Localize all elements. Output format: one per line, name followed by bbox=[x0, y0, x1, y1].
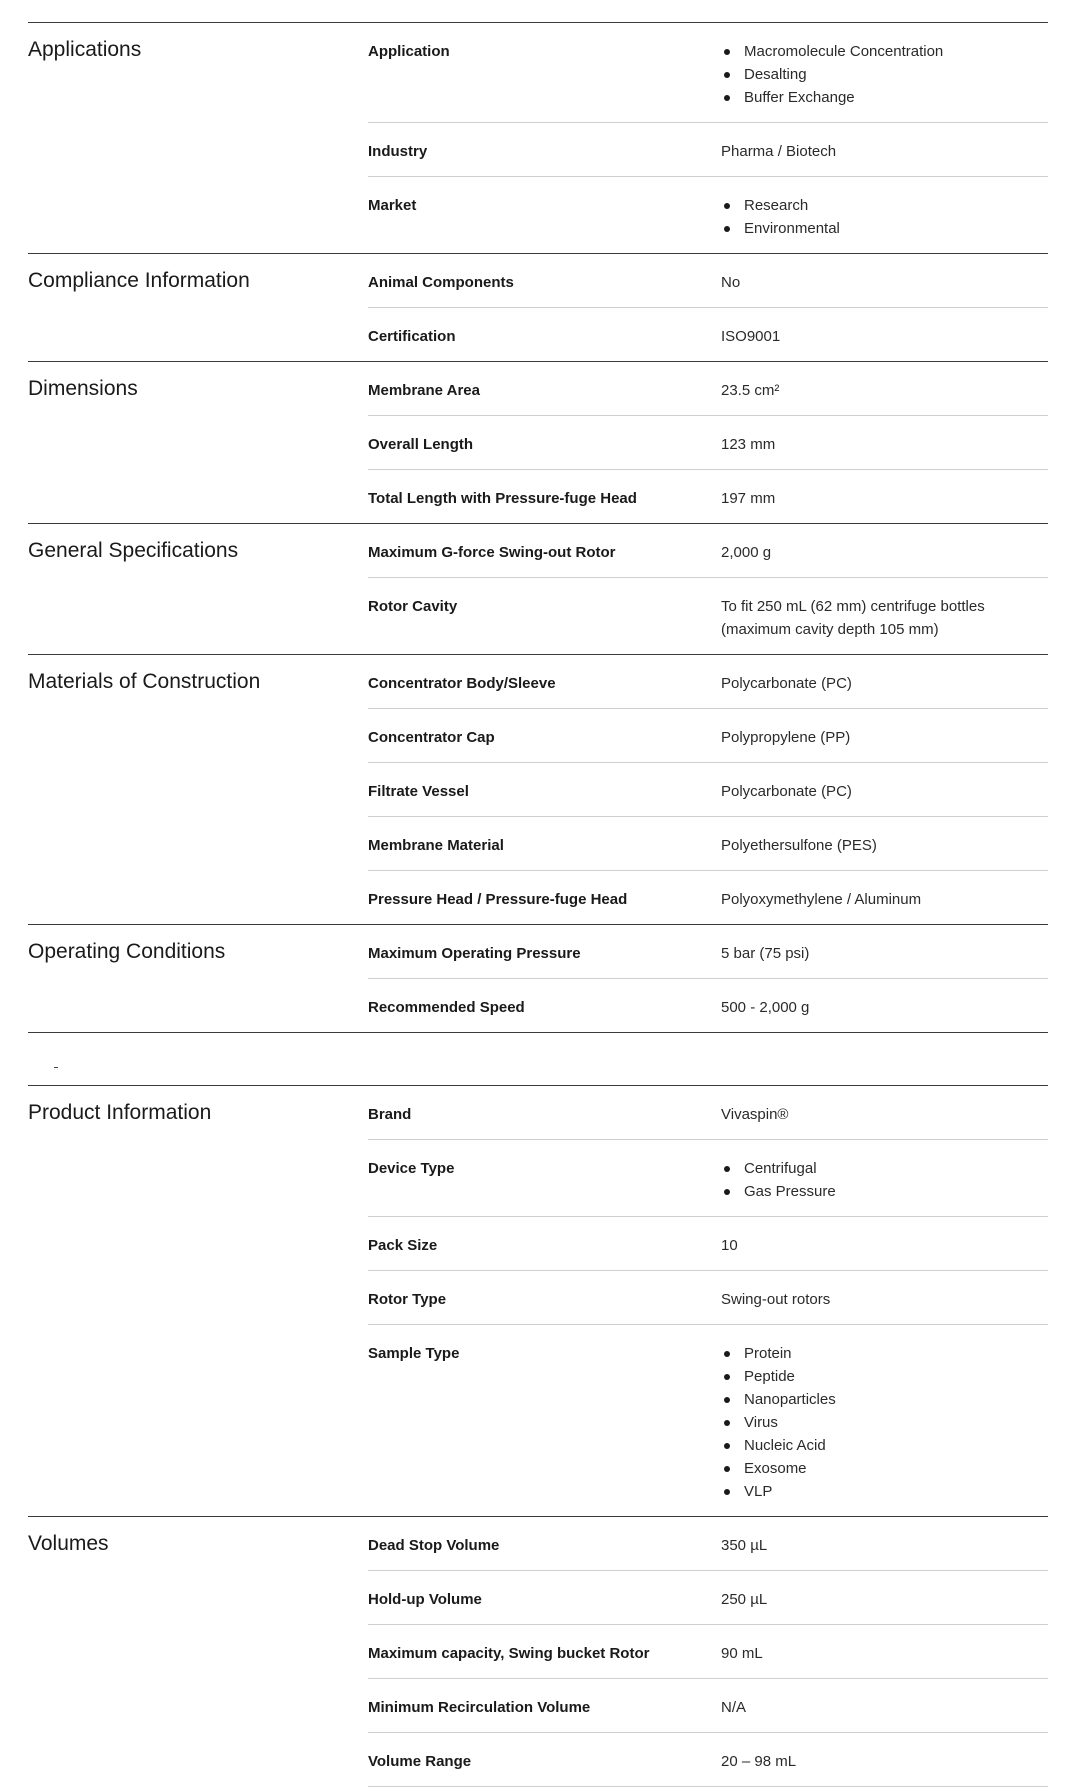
section-title: Operating Conditions bbox=[28, 940, 226, 963]
section-volumes bbox=[28, 1516, 1048, 1786]
spec-label: Overall Length bbox=[368, 436, 474, 453]
list-item: Desalting bbox=[721, 63, 1048, 86]
section-title: Dimensions bbox=[28, 377, 138, 400]
spec-label: Hold-up Volume bbox=[368, 1591, 482, 1608]
list-item: Centrifugal bbox=[721, 1157, 1048, 1180]
spec-row-dead-stop-volume bbox=[368, 1517, 1048, 1571]
spec-value: 5 bar (75 psi) bbox=[721, 945, 810, 962]
spec-row-pack-size bbox=[368, 1217, 1048, 1271]
spec-value: 197 mm bbox=[721, 490, 776, 507]
spec-value: 10 bbox=[721, 1237, 738, 1254]
section-title: Volumes bbox=[28, 1532, 109, 1555]
spec-value: 250 µL bbox=[721, 1591, 768, 1608]
section-operating-conditions bbox=[28, 924, 1048, 1032]
spec-value: 500 - 2,000 g bbox=[721, 999, 810, 1016]
spec-row-recommended-speed bbox=[368, 979, 1048, 1032]
list-item: Buffer Exchange bbox=[721, 86, 1048, 109]
spec-rows bbox=[368, 1517, 1048, 1786]
spec-value: Polycarbonate (PC) bbox=[721, 675, 852, 692]
spec-label: Sample Type bbox=[368, 1345, 460, 1362]
section-product-information bbox=[28, 1085, 1048, 1516]
spec-row-total-length-with-pressure-fuge-head bbox=[368, 470, 1048, 523]
spec-value: Polycarbonate (PC) bbox=[721, 783, 852, 800]
spec-row-membrane-area bbox=[368, 362, 1048, 416]
spec-rows bbox=[368, 362, 1048, 523]
spec-label: Animal Components bbox=[368, 274, 514, 291]
spec-label: Pressure Head / Pressure-fuge Head bbox=[368, 891, 628, 908]
spec-label: Device Type bbox=[368, 1160, 455, 1177]
spec-label: Application bbox=[368, 43, 450, 60]
spec-label: Volume Range bbox=[368, 1753, 472, 1770]
spec-value: Polypropylene (PP) bbox=[721, 729, 851, 746]
section-general-specifications bbox=[28, 523, 1048, 654]
spec-label: Minimum Recirculation Volume bbox=[368, 1699, 591, 1716]
spec-row-membrane-material bbox=[368, 817, 1048, 871]
spec-row-concentrator-body-sleeve bbox=[368, 655, 1048, 709]
spec-label: Maximum G-force Swing-out Rotor bbox=[368, 544, 616, 561]
spec-row-minimum-recirculation-volume bbox=[368, 1679, 1048, 1733]
list-item: Nanoparticles bbox=[721, 1388, 1048, 1411]
spec-value bbox=[721, 1157, 1048, 1203]
spec-value bbox=[721, 194, 1048, 240]
spec-value-list bbox=[721, 40, 1048, 109]
spec-rows bbox=[368, 23, 1048, 253]
spec-label: Recommended Speed bbox=[368, 999, 525, 1016]
spec-row-animal-components bbox=[368, 254, 1048, 308]
spec-label: Pack Size bbox=[368, 1237, 438, 1254]
list-item: Research bbox=[721, 194, 1048, 217]
spec-row-application bbox=[368, 23, 1048, 123]
section-spacer bbox=[28, 1032, 1048, 1085]
list-item: Gas Pressure bbox=[721, 1180, 1048, 1203]
section-title: General Specifications bbox=[28, 539, 239, 562]
list-item: Protein bbox=[721, 1342, 1048, 1365]
spec-label: Brand bbox=[368, 1106, 412, 1123]
spec-value: Pharma / Biotech bbox=[721, 143, 837, 160]
spec-value: 123 mm bbox=[721, 436, 776, 453]
list-item: Peptide bbox=[721, 1365, 1048, 1388]
list-item: VLP bbox=[721, 1480, 1048, 1503]
spec-row-industry bbox=[368, 123, 1048, 177]
spec-label: Filtrate Vessel bbox=[368, 783, 469, 800]
spec-label: Membrane Area bbox=[368, 382, 480, 399]
spec-value-list bbox=[721, 1342, 1048, 1503]
spec-value: 350 µL bbox=[721, 1537, 768, 1554]
spec-value: Polyoxymethylene / Aluminum bbox=[721, 891, 922, 908]
spec-row-hold-up-volume bbox=[368, 1571, 1048, 1625]
spec-row-market bbox=[368, 177, 1048, 253]
section-title: Applications bbox=[28, 38, 142, 61]
section-applications bbox=[28, 22, 1048, 253]
spec-row-overall-length bbox=[368, 416, 1048, 470]
spec-value: No bbox=[721, 274, 741, 291]
spec-label: Rotor Type bbox=[368, 1291, 447, 1308]
specifications-table bbox=[28, 22, 1048, 1787]
spec-row-rotor-type bbox=[368, 1271, 1048, 1325]
spec-rows bbox=[368, 655, 1048, 924]
spec-value: 2,000 g bbox=[721, 544, 772, 561]
spec-label: Total Length with Pressure-fuge Head bbox=[368, 490, 637, 507]
section-title: Compliance Information bbox=[28, 269, 250, 292]
spec-value: ISO9001 bbox=[721, 328, 781, 345]
list-item: Nucleic Acid bbox=[721, 1434, 1048, 1457]
spec-label: Rotor Cavity bbox=[368, 598, 458, 615]
spec-row-filtrate-vessel bbox=[368, 763, 1048, 817]
spec-value-list bbox=[721, 194, 1048, 240]
spec-label: Maximum capacity, Swing bucket Rotor bbox=[368, 1645, 650, 1662]
list-item: Virus bbox=[721, 1411, 1048, 1434]
spacer-dash bbox=[54, 1067, 58, 1068]
spec-row-sample-type bbox=[368, 1325, 1048, 1516]
spec-row-device-type bbox=[368, 1140, 1048, 1217]
spec-row-maximum-capacity-swing-bucket-rotor bbox=[368, 1625, 1048, 1679]
spec-row-maximum-operating-pressure bbox=[368, 925, 1048, 979]
spec-label: Market bbox=[368, 197, 417, 214]
spec-value: Polyethersulfone (PES) bbox=[721, 837, 877, 854]
spec-label: Certification bbox=[368, 328, 456, 345]
spec-value bbox=[721, 1342, 1048, 1503]
spec-rows bbox=[368, 524, 1048, 654]
spec-rows bbox=[368, 925, 1048, 1032]
spec-row-brand bbox=[368, 1086, 1048, 1140]
spec-label: Concentrator Body/Sleeve bbox=[368, 675, 556, 692]
spec-value: 20 – 98 mL bbox=[721, 1753, 797, 1770]
spec-value: N/A bbox=[721, 1699, 747, 1716]
spec-label: Dead Stop Volume bbox=[368, 1537, 500, 1554]
spec-rows bbox=[368, 254, 1048, 361]
spec-value bbox=[721, 40, 1048, 109]
spec-label: Industry bbox=[368, 143, 428, 160]
spec-value: Vivaspin® bbox=[721, 1106, 789, 1123]
spec-rows bbox=[368, 1086, 1048, 1516]
spec-row-rotor-cavity bbox=[368, 578, 1048, 654]
section-title: Materials of Construction bbox=[28, 670, 261, 693]
spec-value: 23.5 cm² bbox=[721, 382, 780, 399]
spec-value: To fit 250 mL (62 mm) centrifuge bottles (maximum cavity depth 105 mm) bbox=[721, 598, 985, 638]
list-item: Macromolecule Concentration bbox=[721, 40, 1048, 63]
spec-row-maximum-g-force-swing-out-rotor bbox=[368, 524, 1048, 578]
spec-value: 90 mL bbox=[721, 1645, 763, 1662]
section-dimensions bbox=[28, 361, 1048, 523]
spec-row-certification bbox=[368, 308, 1048, 361]
list-item: Environmental bbox=[721, 217, 1048, 240]
spec-label: Concentrator Cap bbox=[368, 729, 495, 746]
spec-row-volume-range bbox=[368, 1733, 1048, 1786]
spec-row-concentrator-cap bbox=[368, 709, 1048, 763]
section-materials-of-construction bbox=[28, 654, 1048, 924]
spec-label: Maximum Operating Pressure bbox=[368, 945, 581, 962]
section-title: Product Information bbox=[28, 1101, 212, 1124]
list-item: Exosome bbox=[721, 1457, 1048, 1480]
spec-value: Swing-out rotors bbox=[721, 1291, 831, 1308]
spec-label: Membrane Material bbox=[368, 837, 504, 854]
spec-row-pressure-head-pressure-fuge-head bbox=[368, 871, 1048, 924]
section-compliance-information bbox=[28, 253, 1048, 361]
spec-value-list bbox=[721, 1157, 1048, 1203]
